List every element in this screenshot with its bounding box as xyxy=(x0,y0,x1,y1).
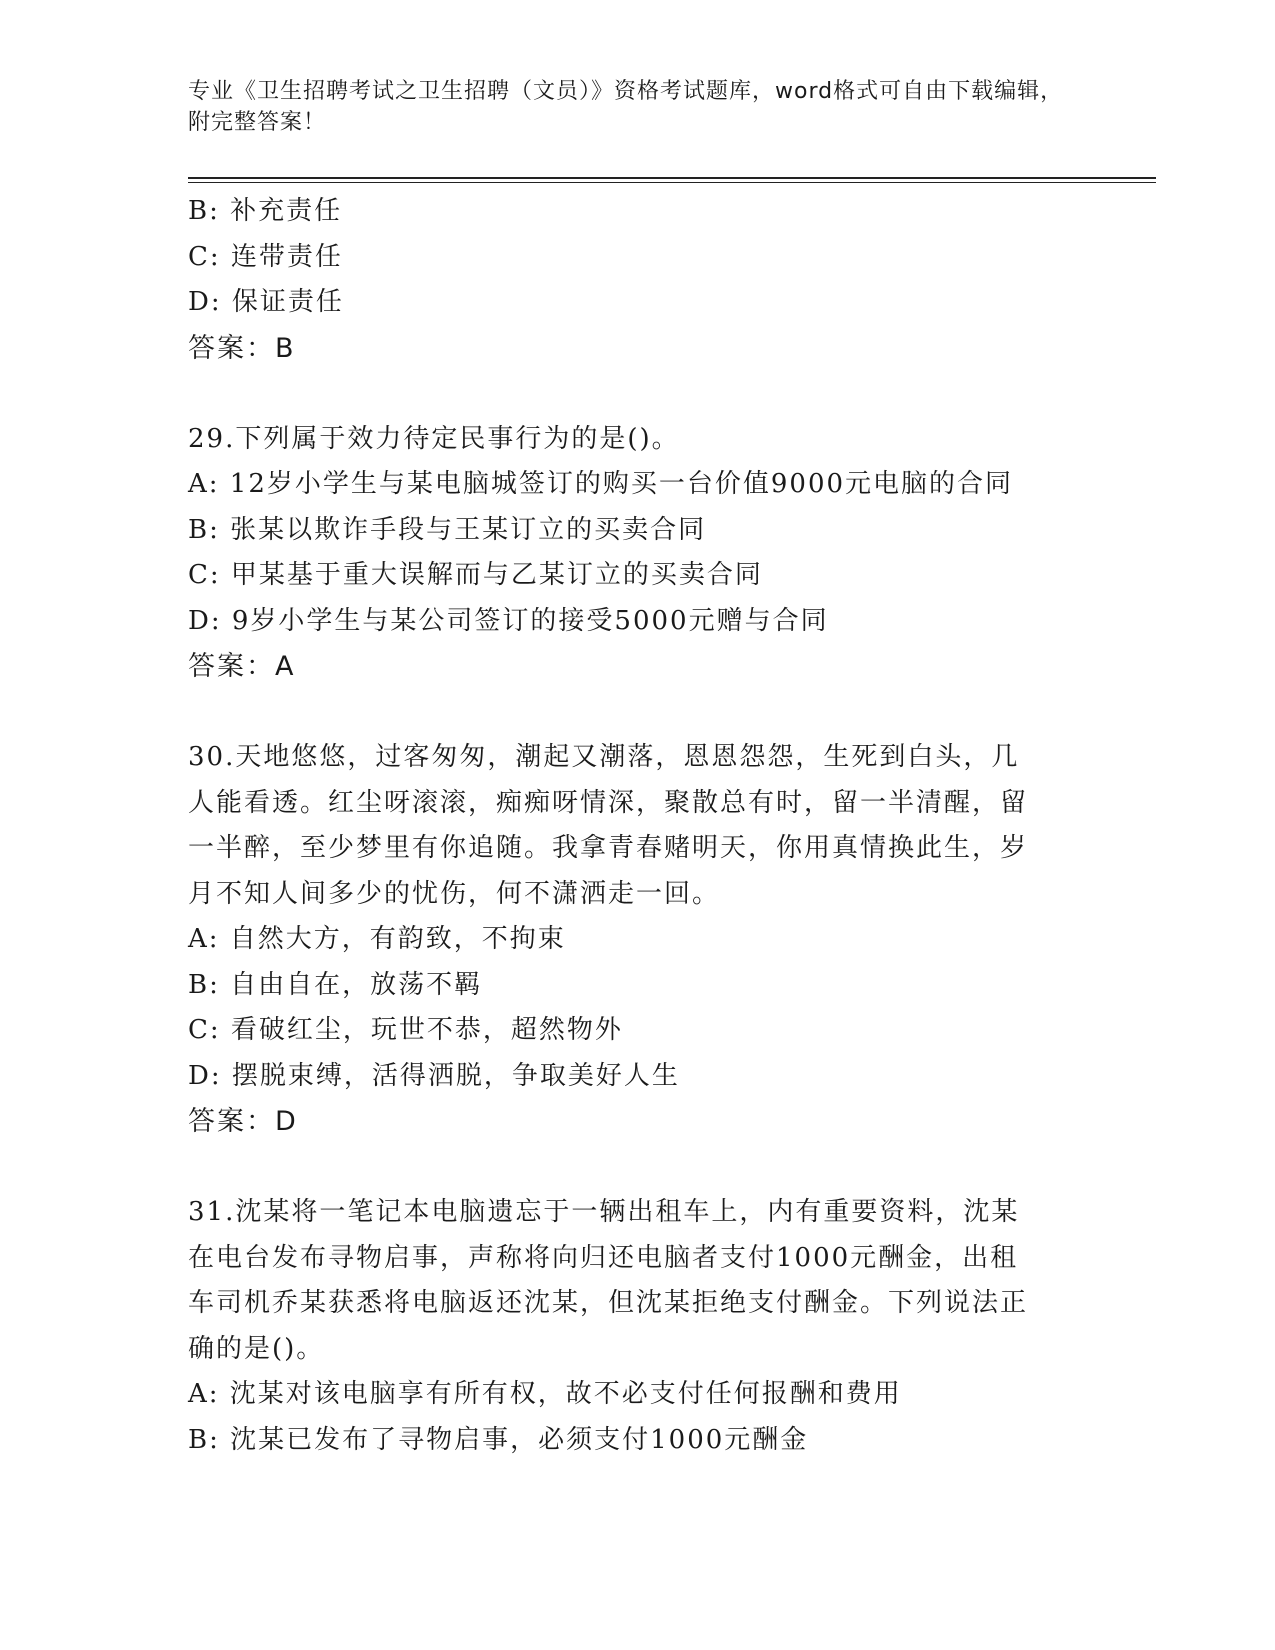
question-29-stem: 29.下列属于效力待定民事行为的是()。 xyxy=(188,423,680,454)
option-a: A: 沈某对该电脑享有所有权，故不必支付任何报酬和费用 xyxy=(188,1379,902,1409)
question-list xyxy=(188,189,1088,1463)
answer-line: 答案：B xyxy=(188,332,296,364)
spacer xyxy=(188,690,1088,736)
spacer xyxy=(188,371,1088,417)
option-d: D: 保证责任 xyxy=(188,287,344,317)
option-b: B: 沈某已发布了寻物启事，必须支付1000元酬金 xyxy=(188,1424,809,1455)
answer-line: 答案：A xyxy=(188,651,296,682)
option-b: B: 张某以欺诈手段与王某订立的买卖合同 xyxy=(188,514,707,545)
question-30-stem: 30.天地悠悠，过客匆匆，潮起又潮落，恩恩怨怨，生死到白头，几人能看透。红尘呀滚滚，痴痴呀情深，聚散总有时，留一半清醒，留一半醉，至少梦里有你追随。我拿青春赌明天，你用真情换此生，岁月不知人间多少的忧伤，何不潇洒走一回。 xyxy=(188,742,1029,909)
page-header: 专业《卫生招聘考试之卫生招聘（文员）》资格考试题库，word格式可自由下载编辑，附完整答案！ xyxy=(188,79,1064,135)
option-d: D: 9岁小学生与某公司签订的接受5000元赠与合同 xyxy=(188,605,829,636)
spacer xyxy=(188,1145,1088,1191)
option-c: C: 连带责任 xyxy=(188,241,343,272)
answer-line: 答案：D xyxy=(188,1106,298,1137)
option-c: C: 甲某基于重大误解而与乙某订立的买卖合同 xyxy=(188,560,763,590)
option-a: A: 自然大方，有韵致，不拘束 xyxy=(188,924,566,954)
option-b: B: 自由自在，放荡不羁 xyxy=(188,969,483,1000)
option-b: B: 补充责任 xyxy=(188,196,343,226)
option-a: A: 12岁小学生与某电脑城签订的购买一台价值9000元电脑的合同 xyxy=(188,469,1014,499)
header-rule-thin xyxy=(188,182,1156,183)
option-c: C: 看破红尘，玩世不恭，超然物外 xyxy=(188,1015,623,1045)
header-rule-thick xyxy=(188,177,1156,179)
question-31-stem: 31.沈某将一笔记本电脑遗忘于一辆出租车上，内有重要资料，沈某在电台发布寻物启事，声称将向归还电脑者支付1000元酬金，出租车司机乔某获悉将电脑返还沈某，但沈某拒绝支付酬金。下列说法正确的是()。 xyxy=(188,1197,1029,1364)
option-d: D: 摆脱束缚，活得洒脱，争取美好人生 xyxy=(188,1060,680,1091)
